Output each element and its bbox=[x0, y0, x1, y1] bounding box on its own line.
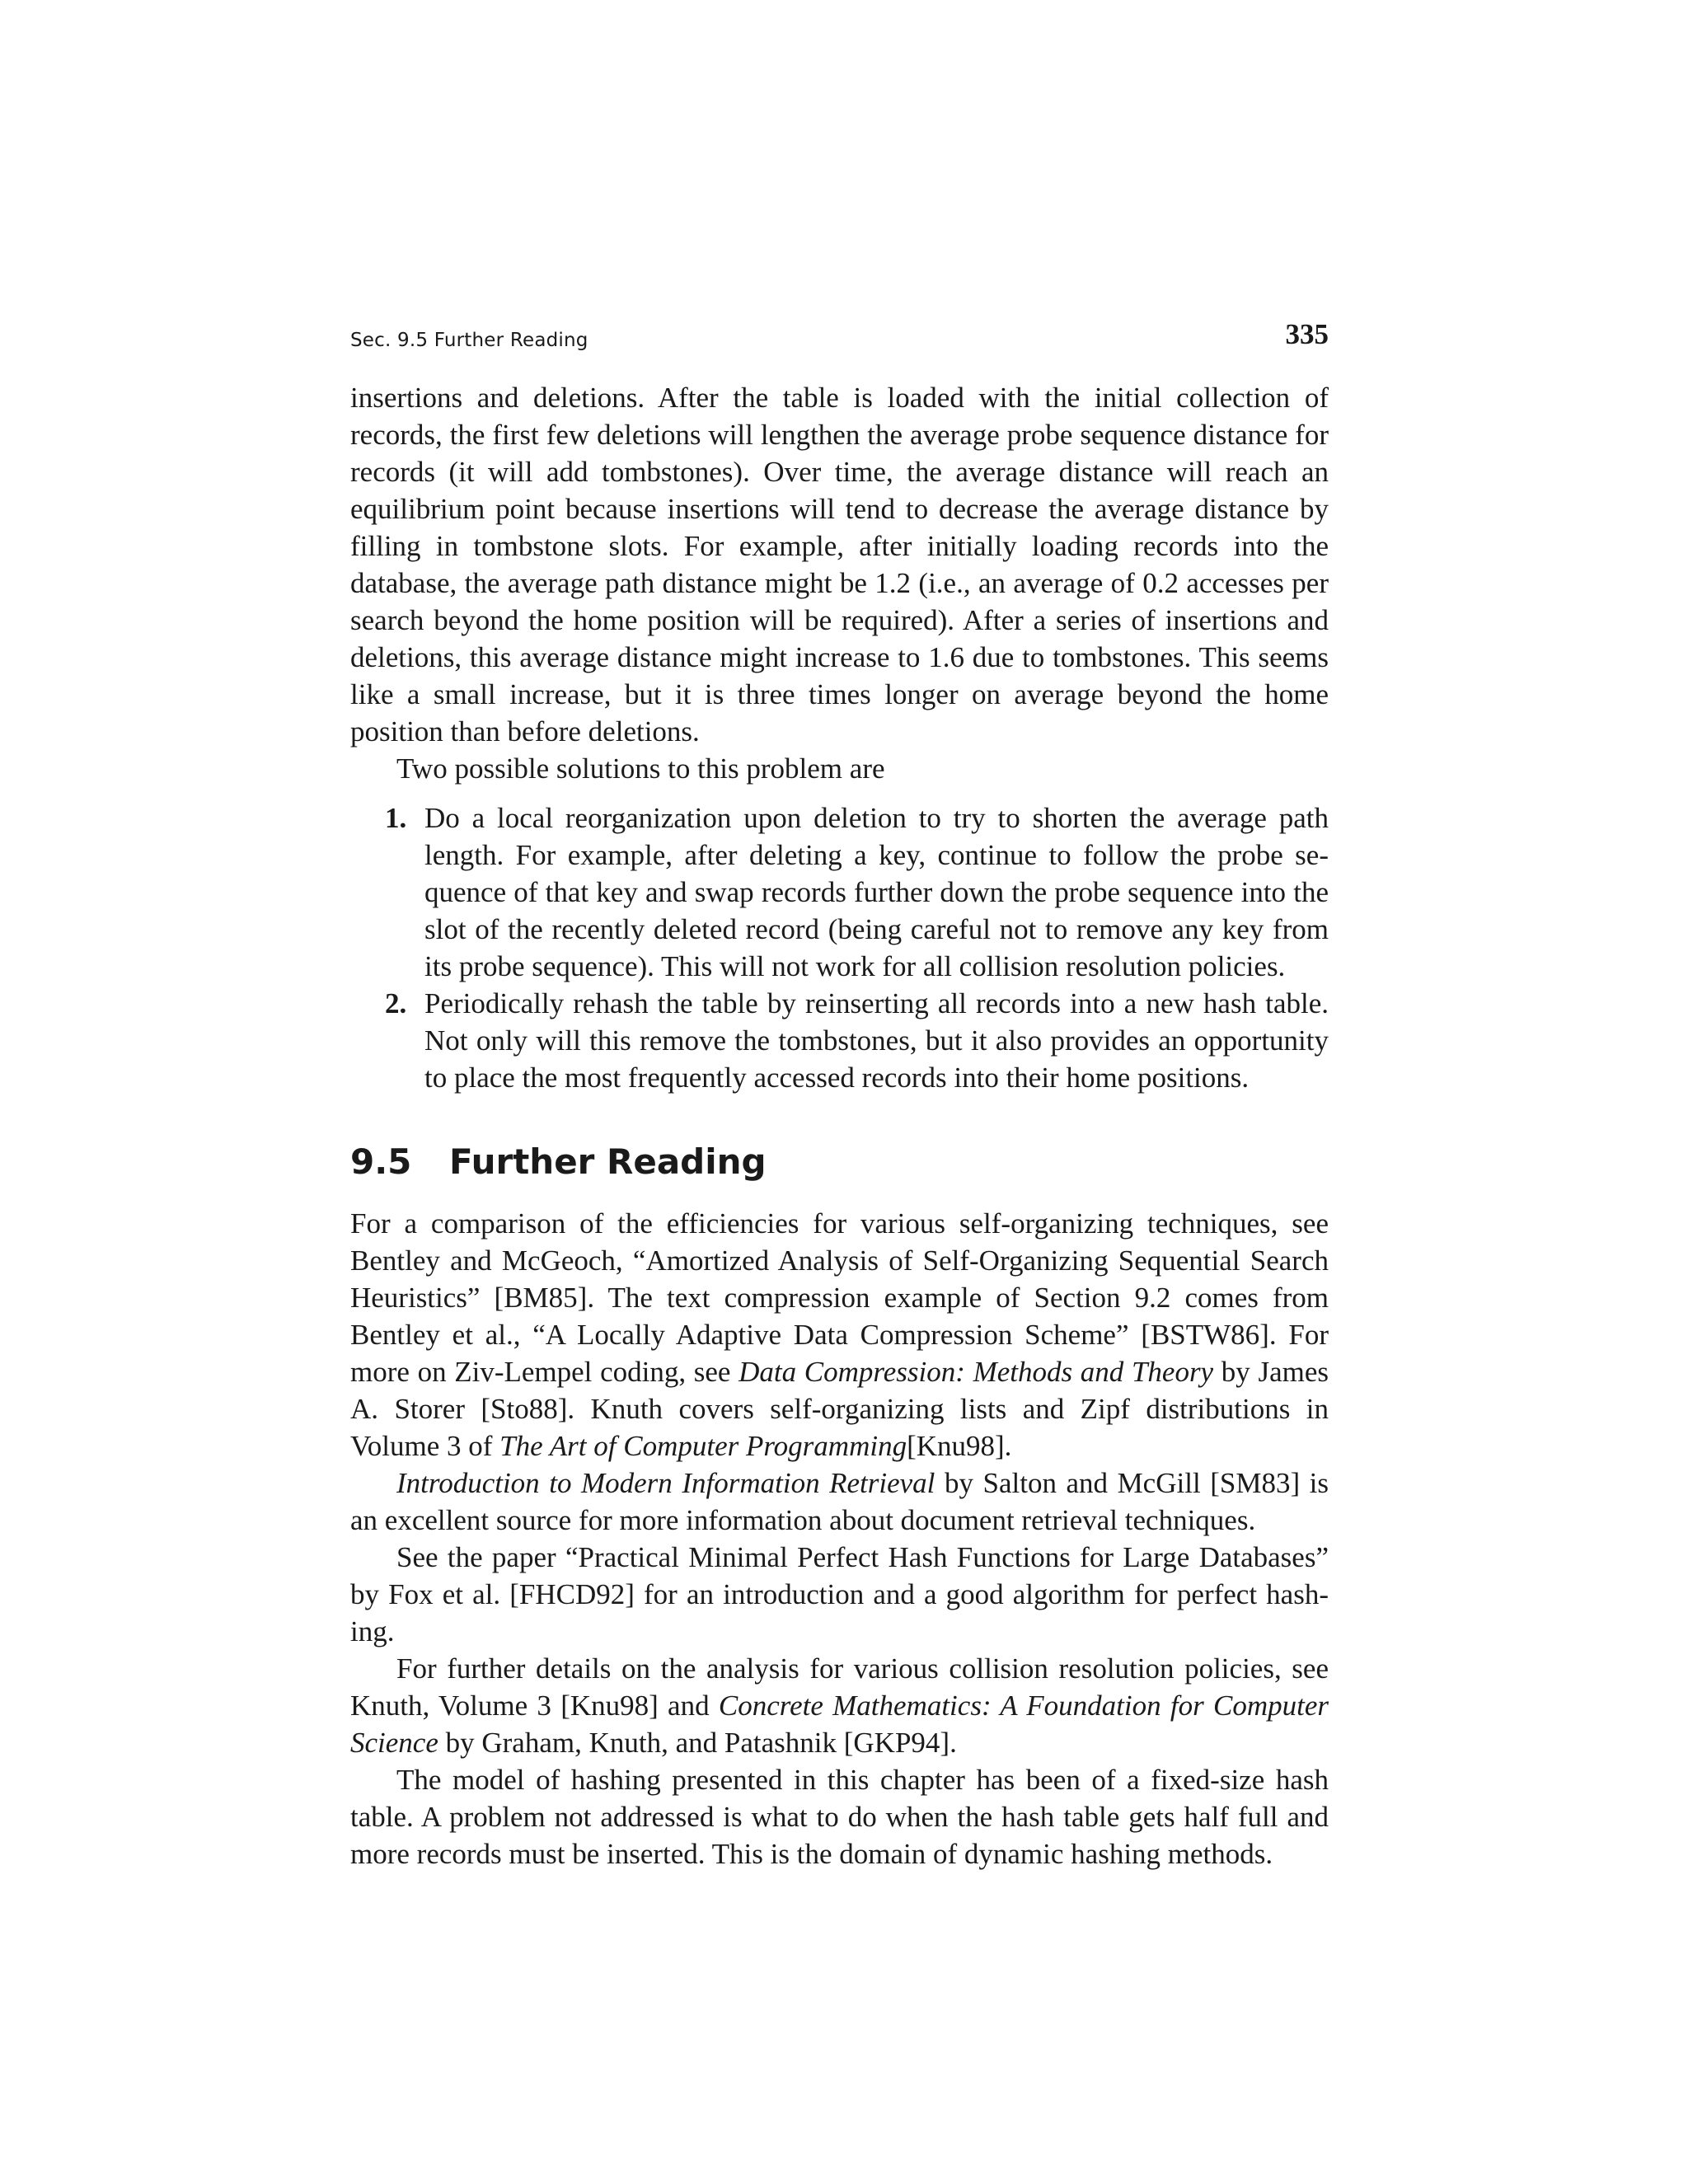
solutions-lead: Two possible solutions to this problem are bbox=[396, 752, 885, 785]
page-number: 335 bbox=[1285, 318, 1329, 350]
text-run: For further details on the analysis for various collision resolution policies, see Knuth, Volume 3 [Knu98] and bbox=[350, 1652, 1329, 1722]
text-run: by Salton and McGill [SM83] is an excellent source for more information about document retrieval techniques. bbox=[350, 1467, 1329, 1536]
list-item-text: Periodically rehash the table by reinserting all records into a new hash table. Not only will this remove the tombstones, but it also provides an opportunity to place the most frequently accessed records into their home positions. bbox=[424, 987, 1329, 1094]
text-run: [Knu98]. bbox=[907, 1430, 1012, 1462]
book-title: Concrete Mathematics: A Foundation for Computer Science bbox=[350, 1690, 1329, 1759]
paragraph-comparison bbox=[350, 1205, 1329, 1465]
list-item-number: 1. bbox=[385, 802, 407, 834]
text-run: by James A. Storer [Sto88]. Knuth covers self-organizing lists and Zipf distributions in Volume 3 of bbox=[350, 1356, 1329, 1462]
paragraph-dynamic-hashing: The model of hashing presented in this chapter has been of a fixed-size hash table. A problem not addressed is what to do when the hash table gets half full and more records must be inserted. This is the domain of dynamic hashing methods. bbox=[350, 1764, 1329, 1870]
list-item bbox=[350, 799, 1329, 985]
list-item-number: 2. bbox=[385, 987, 407, 1019]
paragraph-perfect-hash: See the paper “Practical Minimal Perfect Hash Functions for Large Databases” by Fox et al. [FHCD92] for an introduction and a good algorithm for perfect hashing. bbox=[350, 1541, 1329, 1647]
running-head-section: Sec. 9.5 Further Reading bbox=[350, 330, 588, 351]
intro-paragraph: insertions and deletions. After the table is loaded with the initial collection of records, the first few deletions will lengthen the average probe sequence distance for records (it will add tombstones). Over time, the average distance will reach an equilibrium point because insertions will tend to decrease the average distance by filling in tombstone slots. For example, after initially loading records into the database, the average path distance might be 1.2 (i.e., an average of 0.2 accesses per search beyond the home position will be required). After a series of insertions and deletions, this average distance might increase to 1.6 due to tombstones. This seems like a small increase, but it is three times longer on average beyond the home position than before deletions. bbox=[350, 382, 1329, 748]
section-heading bbox=[350, 1137, 1329, 1187]
paragraph-retrieval bbox=[350, 1465, 1329, 1539]
book-title: The Art of Computer Programming bbox=[499, 1430, 907, 1462]
book-title: Introduction to Modern Information Retrieval bbox=[396, 1467, 935, 1499]
text-run: by Graham, Knuth, and Patashnik [GKP94]. bbox=[438, 1727, 957, 1759]
running-header bbox=[350, 316, 1329, 357]
section-number: 9.5 bbox=[350, 1141, 412, 1182]
list-item-text: Do a local reorganization upon deletion to try to shorten the average path length. For example, after deleting a key, continue to follow the probe sequence of that key and swap records further down the probe sequence into the slot of the recently deleted record (being careful not to remove any key from its probe sequence). This will not work for all collision resolution policies. bbox=[424, 802, 1329, 982]
solutions-list bbox=[350, 799, 1329, 1096]
text-run: For a comparison of the efficiencies for various self-organizing techniques, see Bentley and McGeoch, “Amortized Analysis of Self-Organizing Sequential Search Heuristics” [BM85]. The text compression example of Section 9.2 comes from Bentley et al., “A Locally Adaptive Data Compression Scheme” [BSTW86]. For more on Ziv-Lempel coding, see bbox=[350, 1207, 1329, 1388]
paragraph-collision bbox=[350, 1650, 1329, 1761]
book-page bbox=[350, 316, 1329, 1872]
list-item bbox=[350, 985, 1329, 1096]
section-title: Further Reading bbox=[449, 1141, 767, 1182]
book-title: Data Compression: Methods and Theory bbox=[738, 1356, 1214, 1388]
